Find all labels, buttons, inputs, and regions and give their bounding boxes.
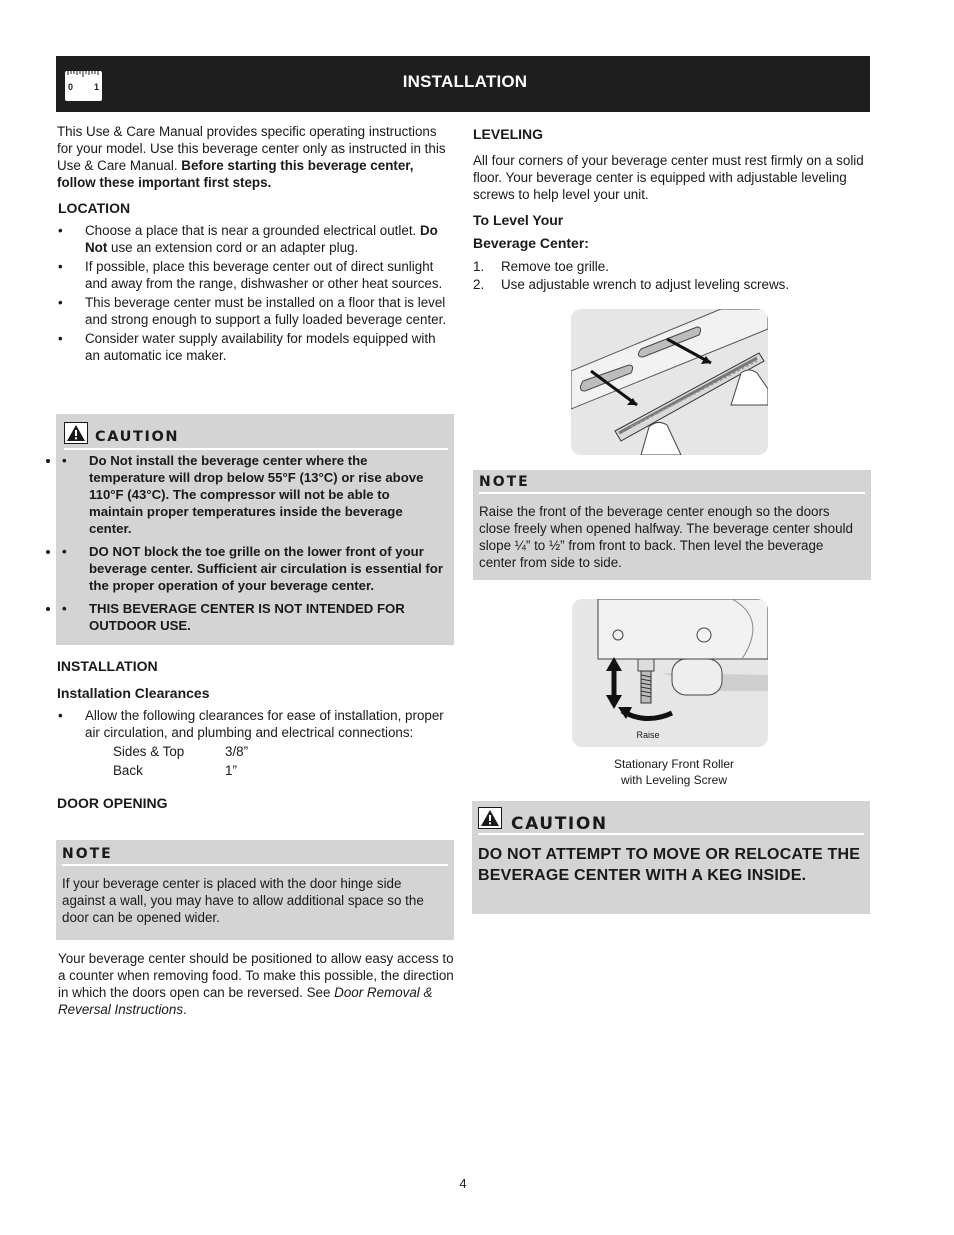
note-text: If your beverage center is placed with the door hinge side against a wall, you may have to allow additional space so the door can be opened wider.: [62, 876, 424, 925]
intro-bold: Before starting this beverage center, follow these important first steps.: [57, 158, 414, 190]
list-item: • Allow the following clearances for ease of installation, proper air circulation, and plumbing and electrical connections:: [57, 707, 454, 741]
note-label: NOTE: [62, 846, 113, 862]
caution-text: DO NOT ATTEMPT TO MOVE OR RELOCATE THE BEVERAGE CENTER WITH A KEG INSIDE.: [478, 846, 861, 884]
leveling-screw-illustration: [572, 599, 768, 747]
caution-label: CAUTION: [95, 429, 180, 445]
ruler-label-left: 0: [68, 82, 74, 92]
caution-header: [478, 809, 864, 835]
note-header: [62, 847, 448, 866]
door-reference: Door Removal & Reversal Instructions: [58, 985, 433, 1017]
list-item: • • Do Not install the beverage center where the temperature will drop below 55°F (13°C) or rise above 110°F (43°C). The compressor will not be able to maintain proper temperatures inside the beverage center.: [61, 452, 446, 537]
list-item: • This beverage center must be installed on a floor that is level and strong enough to support a fully loaded beverage center.: [57, 294, 454, 328]
list-item: • • THIS BEVERAGE CENTER IS NOT INTENDED FOR OUTDOOR USE.: [61, 600, 446, 634]
note-box: [56, 840, 454, 940]
caution-header: [64, 422, 448, 450]
location-list: [57, 222, 454, 364]
intro-paragraph: [57, 123, 454, 191]
page-number: 4: [459, 1176, 467, 1191]
clearances-table: [113, 743, 454, 779]
installation-section: [57, 658, 454, 812]
door-paragraph: Your beverage center should be positioned to allow easy access to a counter when removing food. To make this possible, the direction in which the doors open can be reversed. See Door Removal & Reversal Instructions.: [58, 951, 454, 1017]
right-column: [473, 126, 870, 293]
leveling-steps: [473, 258, 870, 293]
raise-label: Raise: [636, 730, 660, 740]
note-text: Raise the front of the beverage center enough so the doors close freely when opened halfway. The beverage center should slope ¼” to ½” from front to back. Then level the beverage center from side to side.: [479, 504, 853, 570]
table-row: Back 1”: [113, 763, 237, 778]
caption-line: Stationary Front Roller: [613, 757, 735, 771]
page-title: INSTALLATION: [402, 72, 528, 91]
clearances-heading: Installation Clearances: [57, 685, 210, 701]
clearances-list: [57, 707, 454, 741]
section-header: [56, 56, 870, 112]
table-row: Sides & Top 3/8”: [113, 744, 249, 759]
caution-box: [56, 414, 454, 645]
figure-caption: [572, 757, 776, 788]
caution-box: [472, 801, 870, 914]
list-item: • Consider water supply availability for models equipped with an automatic ice maker.: [57, 330, 454, 364]
note-box: [473, 470, 871, 580]
list-item: 2. Use adjustable wrench to adjust leveling screws.: [473, 277, 790, 292]
installation-heading: INSTALLATION: [57, 658, 158, 674]
door-opening-heading: DOOR OPENING: [57, 795, 168, 811]
leveling-heading: LEVELING: [473, 126, 544, 142]
level-subheading-1: To Level Your: [473, 212, 564, 228]
note-header: [479, 475, 865, 494]
location-heading: LOCATION: [58, 200, 131, 216]
list-item: • • DO NOT block the toe grille on the lower front of your beverage center. Sufficient air circulation is essential for the proper operation of your beverage center.: [61, 543, 446, 594]
list-item: • If possible, place this beverage center out of direct sunlight and away from the range, dishwasher or other heat sources.: [57, 258, 454, 292]
caption-line: with Leveling Screw: [620, 772, 728, 787]
list-item: 1. Remove toe grille.: [473, 259, 609, 274]
list-item: • Choose a place that is near a grounded electrical outlet. Do Not use an extension cord or an adapter plug.: [57, 222, 454, 256]
ruler-label-right: 1: [94, 82, 100, 92]
level-subheading-2: Beverage Center:: [473, 235, 589, 251]
caution-list: [61, 452, 446, 640]
note-label: NOTE: [479, 474, 530, 490]
intro-text: This Use & Care Manual provides specific operating instructions for your model. Use this beverage center only as instructed in this Use & Care Manual.: [57, 124, 446, 173]
left-column: [57, 123, 454, 364]
toe-grille-illustration: [571, 309, 768, 455]
caution-label: CAUTION: [511, 814, 608, 834]
warning-icon: [478, 807, 502, 833]
warning-icon: [64, 422, 88, 448]
leveling-text: All four corners of your beverage center must rest firmly on a solid floor. Your beverage center is equipped with adjustable leveling screws to help level your unit.: [473, 153, 864, 202]
